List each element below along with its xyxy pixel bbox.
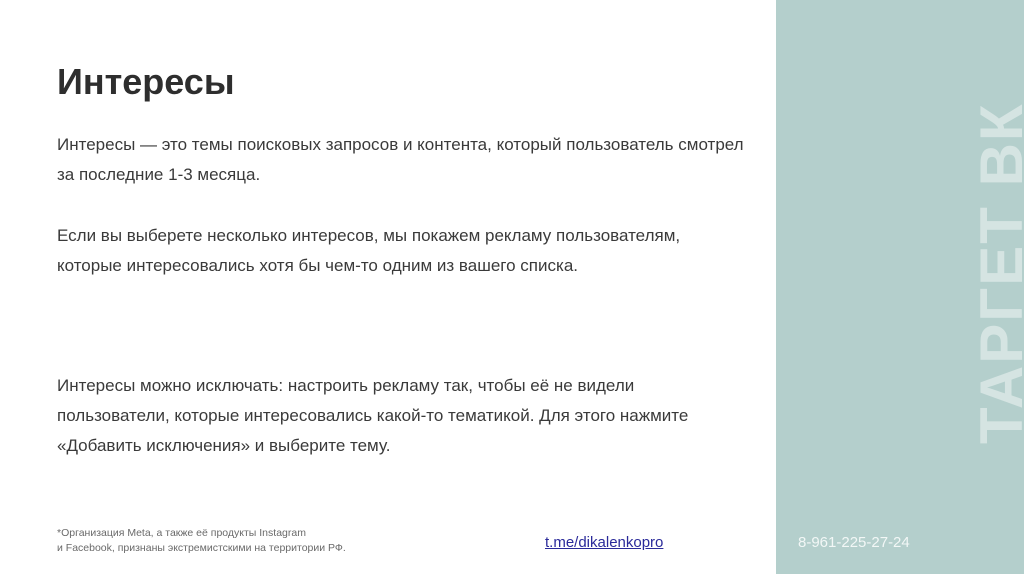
- paragraph-definition: Интересы — это темы поисковых запросов и контента, который пользователь смотрел за последние 1-3 месяца.: [57, 135, 744, 184]
- phone-number: 8-961-225-27-24: [798, 534, 910, 551]
- page-title: Интересы: [57, 61, 235, 102]
- paragraph-multiple-interests: Если вы выберете несколько интересов, мы покажем рекламу пользователям, которые интересовались хотя бы чем-то одним из вашего списка.: [57, 226, 681, 275]
- footnote-line-1: *Организация Meta, а также её продукты Instagram: [57, 527, 306, 539]
- legal-footnote: [57, 526, 457, 556]
- vertical-brand-title: ТАРГЕТ ВК: [968, 102, 1035, 444]
- paragraph-exclusions: Интересы можно исключать: настроить рекламу так, чтобы её не видели пользователи, которые интересовались какой-то тематикой. Для этого нажмите «Добавить исключения» и выберите тему.: [57, 376, 689, 455]
- telegram-link[interactable]: t.me/dikalenkopro: [545, 534, 664, 551]
- footnote-line-2: и Facebook, признаны экстремистскими на территории РФ.: [57, 542, 346, 554]
